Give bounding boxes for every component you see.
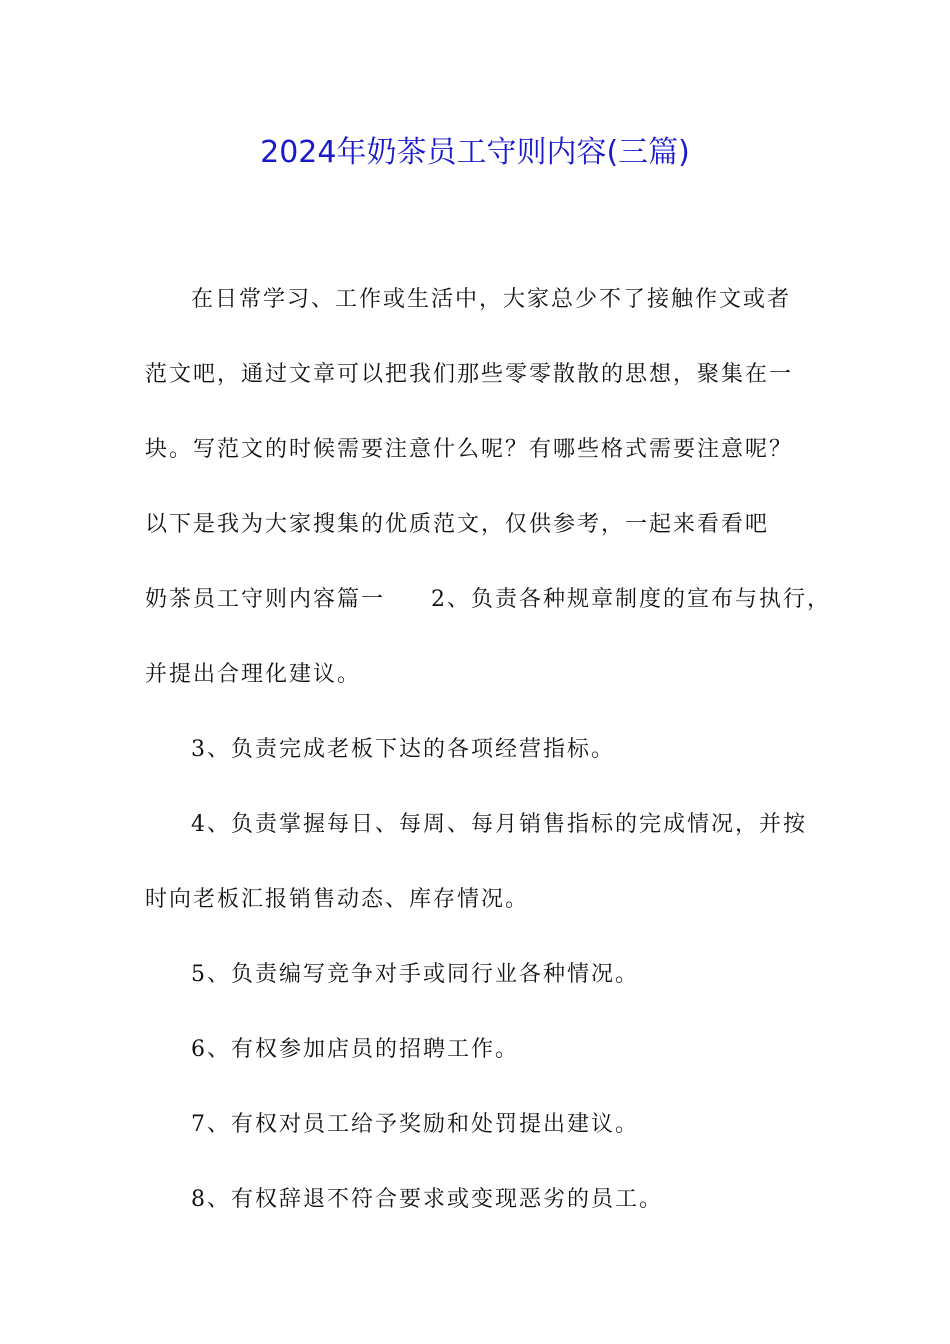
item-2-line-2: 并提出合理化建议。 [145,662,362,687]
item-8: 8、有权辞退不符合要求或变现恶劣的员工。 [191,1187,663,1212]
intro-line-3: 块。写范文的时候需要注意什么呢？有哪些格式需要注意呢？ [145,437,794,462]
item-5: 5、负责编写竞争对手或同行业各种情况。 [191,962,639,987]
section-heading-line [145,562,832,637]
intro-line-4: 以下是我为大家搜集的优质范文，仅供参考，一起来看看吧 [145,512,770,537]
document-body [145,262,832,1237]
item-6: 6、有权参加店员的招聘工作。 [191,1037,519,1062]
item-4-line-1: 4、负责掌握每日、每周、每月销售指标的完成情况，并按 [191,812,807,837]
document-title: 2024年奶茶员工守则内容(三篇) [260,135,690,170]
intro-line-2: 范文吧，通过文章可以把我们那些零零散散的思想，聚集在一 [145,362,794,387]
item-3: 3、负责完成老板下达的各项经营指标。 [191,737,615,762]
intro-line-1: 在日常学习、工作或生活中，大家总少不了接触作文或者 [191,287,792,312]
section-heading: 奶茶员工守则内容篇一 [145,587,386,612]
item-7: 7、有权对员工给予奖励和处罚提出建议。 [191,1112,639,1137]
item-4-line-2: 时向老板汇报销售动态、库存情况。 [145,887,530,912]
item-2-line-1: 2、负责各种规章制度的宣布与执行， [431,587,832,612]
